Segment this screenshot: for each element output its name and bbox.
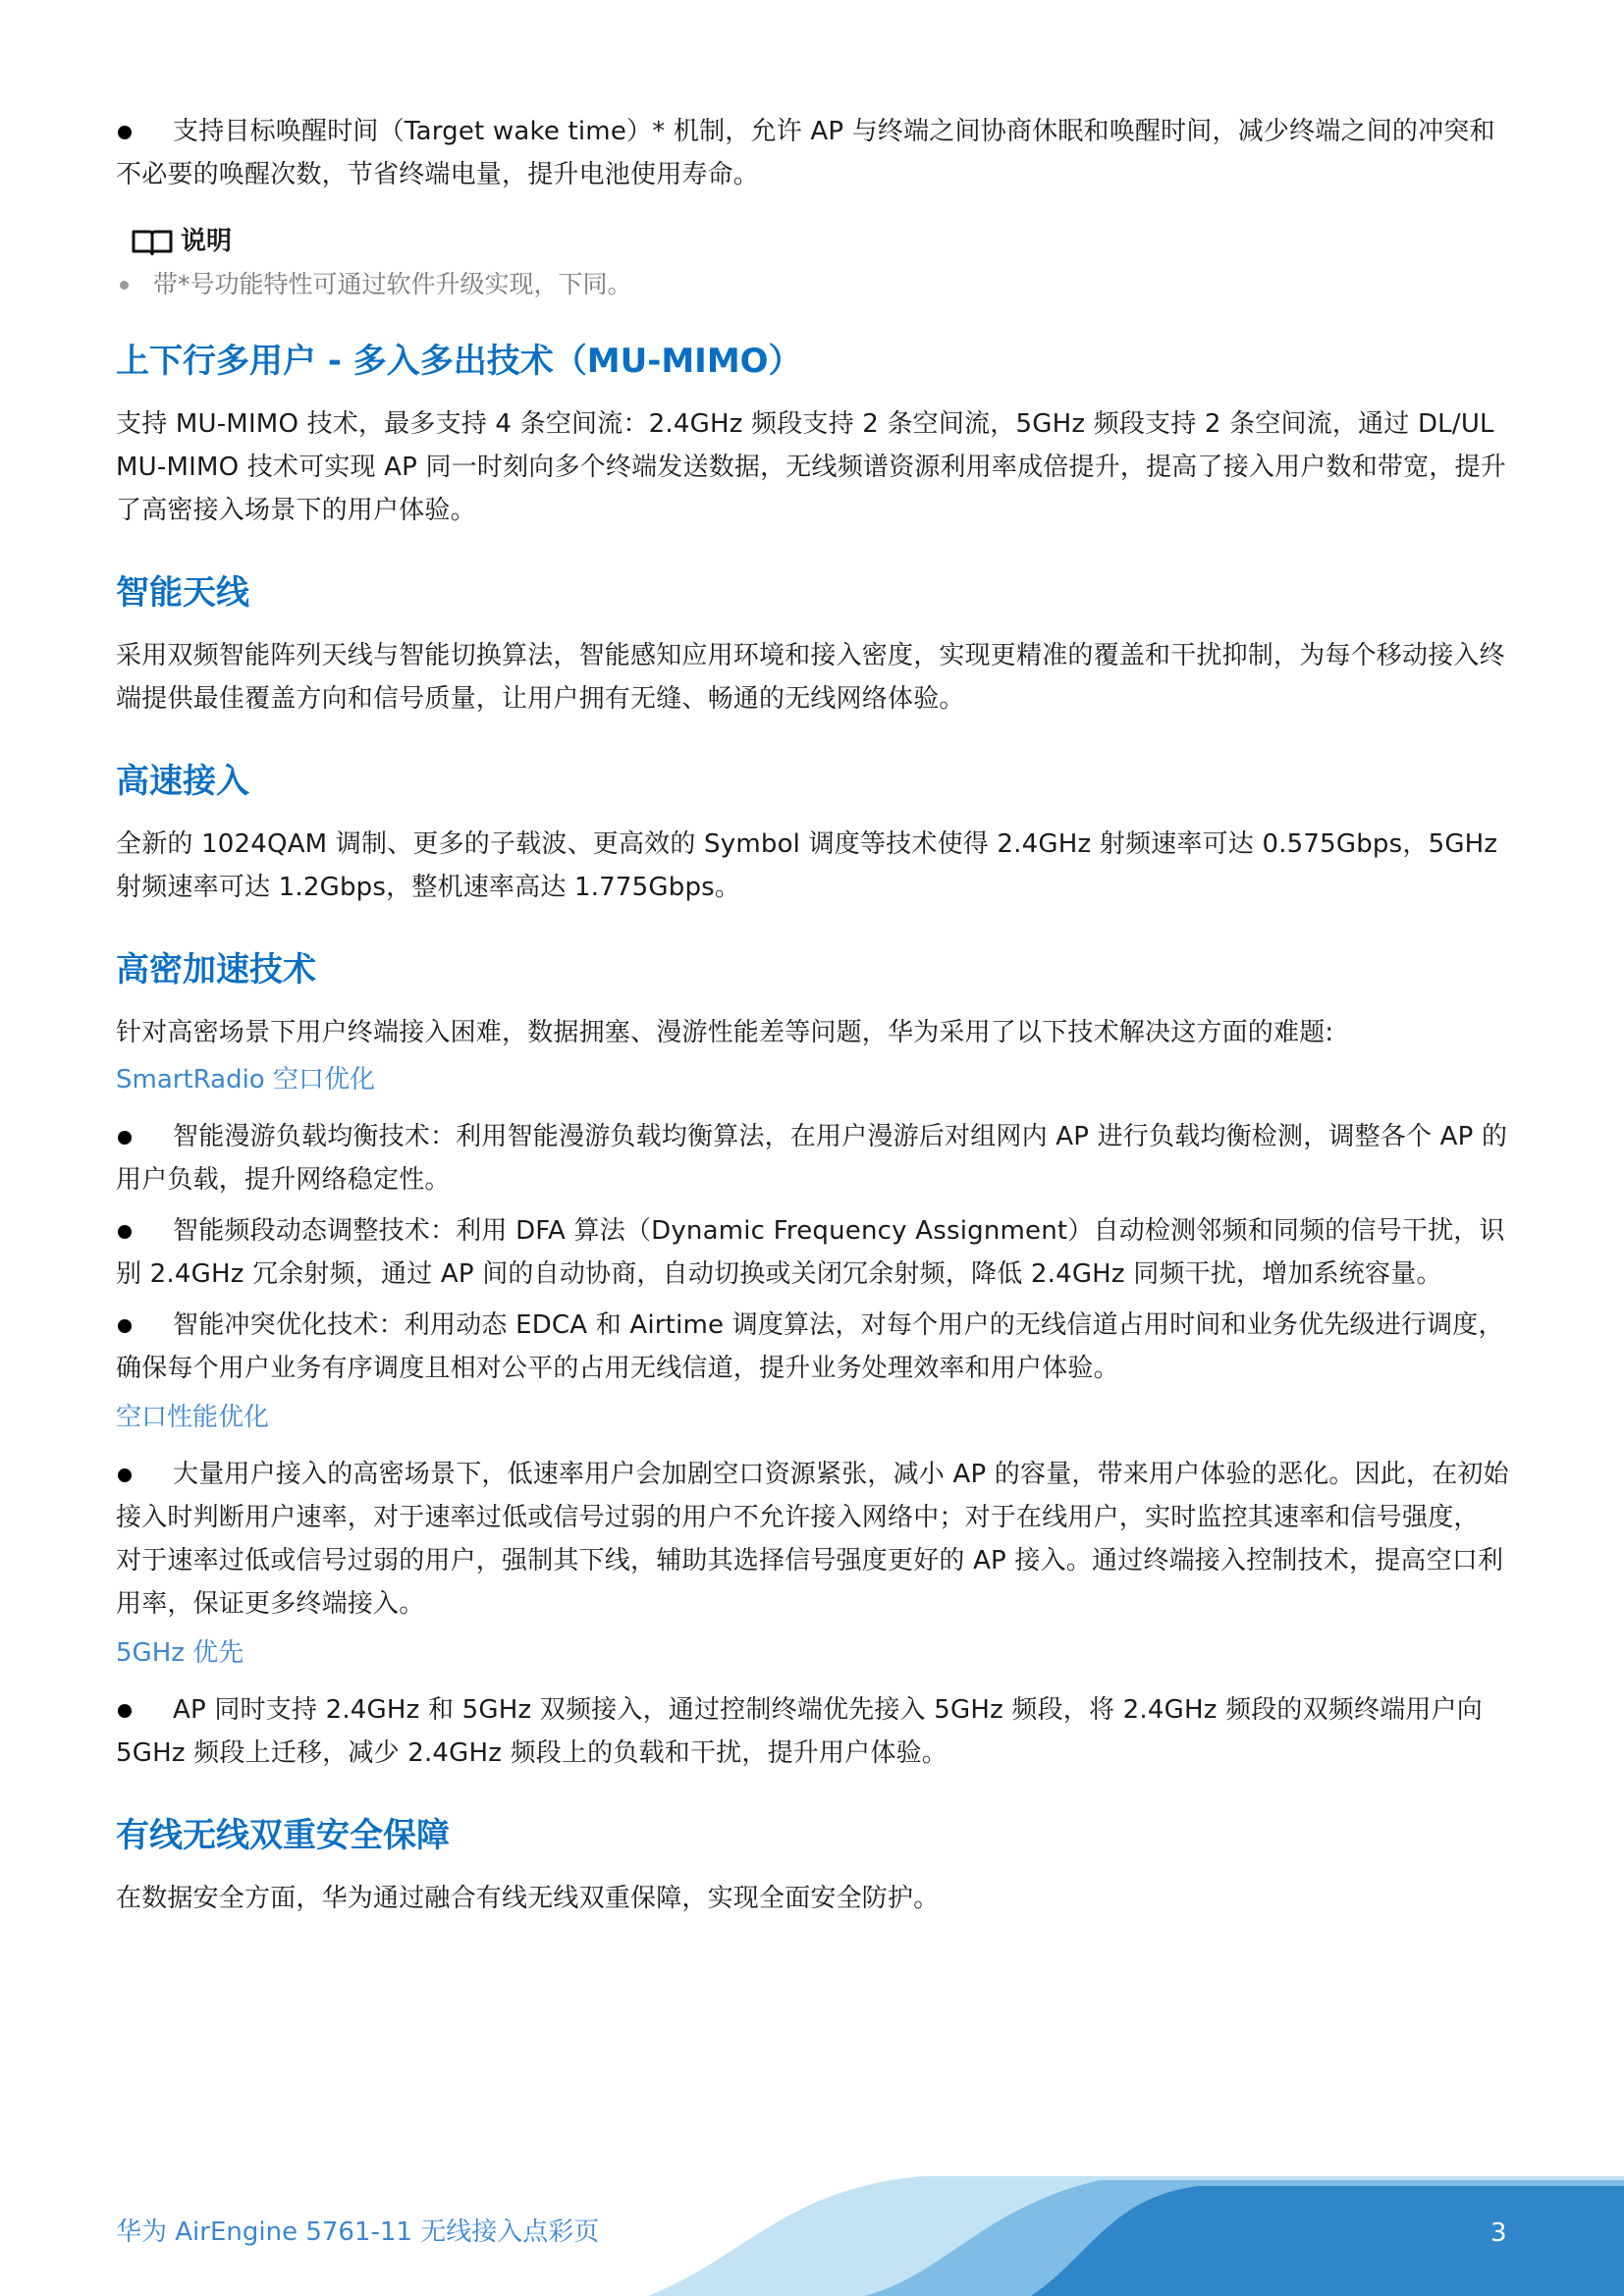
bullet-text: 智能频段动态调整技术：利用 DFA 算法（Dynamic Frequency Assignment）自动检测邻频和同频的信号干扰，识别 2.4GHz 冗余射频，通过 AP 间的自动协商，自动切换或关闭冗余射频，降低 2.4GHz 同频干扰，增加系统容量。 (116, 1216, 1505, 1289)
page-content (116, 110, 1510, 1920)
section-heading-mumimo: 上下行多用户 - 多入多出技术（MU-MIMO） (116, 342, 802, 381)
section-heading-security: 有线无线双重安全保障 (116, 1816, 450, 1855)
section-body-speed: 全新的 1024QAM 调制、更多的子载波、更高效的 Symbol 调度等技术使得 2.4GHz 射频速率可达 0.575Gbps，5GHz 射频速率可达 1.2Gbps，整机速率高达 1.775Gbps。 (116, 829, 1498, 902)
section-heading-speed: 高速接入 (116, 762, 249, 801)
bullet-text: 智能冲突优化技术：利用动态 EDCA 和 Airtime 调度算法，对每个用户的无线信道占用时间和业务优先级进行调度，确保每个用户业务有序调度且相对公平的占用无线信道，提升业务处理效率和用户体验。 (116, 1310, 1504, 1383)
page-number: 3 (1490, 2218, 1507, 2248)
bullet-text: 智能漫游负载均衡技术：利用智能漫游负载均衡算法，在用户漫游后对组网内 AP 进行负载均衡检测，调整各个 AP 的用户负载，提升网络稳定性。 (116, 1122, 1508, 1195)
section-heading-density: 高密加速技术 (116, 950, 316, 989)
bullet-dot (118, 1468, 132, 1482)
bullet-text: 支持目标唤醒时间（Target wake time）* 机制，允许 AP 与终端之间协商休眠和唤醒时间，减少终端之间的冲突和不必要的唤醒次数，节省终端电量，提升电池使用寿命。 (116, 117, 1495, 189)
book-icon (132, 228, 173, 255)
footer-title: 华为 AirEngine 5761-11 无线接入点彩页 (116, 2217, 600, 2247)
note-title (116, 222, 1510, 261)
bullet-dot (118, 126, 132, 139)
section-heading-antenna: 智能天线 (116, 573, 249, 613)
bullet-text: AP 同时支持 2.4GHz 和 5GHz 双频接入，通过控制终端优先接入 5GHz 频段，将 2.4GHz 频段的双频终端用户向 5GHz 频段上迁移，减少 2.4GHz 频段上的负载和干扰，提升用户体验。 (116, 1695, 1484, 1768)
note-bullet-dot (120, 281, 129, 290)
bullet-dot (118, 1319, 132, 1333)
bullet-item (116, 1209, 1510, 1296)
bullet-text: 大量用户接入的高密场景下，低速率用户会加剧空口资源紧张，减小 AP 的容量，带来用户体验的恶化。因此，在初始接入时判断用户速率，对于速率过低或信号过弱的用户不允许接入网络中；对于在线用户，实时监控其速率和信号强度， 对于速率过低或信号过弱的用户，强制其下线，辅助其选择信号强度更好的 AP 接入。通过终端接入控制技术，提高空口利用率，保证更多终端接入。 (116, 1460, 1509, 1619)
bullet-item (116, 1115, 1510, 1201)
section-body-security: 在数据安全方面，华为通过融合有线无线双重保障，实现全面安全防护。 (116, 1884, 940, 1913)
bullet-item (116, 1304, 1510, 1390)
bullet-dot (118, 1704, 132, 1718)
section-body-mumimo: 支持 MU-MIMO 技术，最多支持 4 条空间流：2.4GHz 频段支持 2 条空间流，5GHz 频段支持 2 条空间流，通过 DL/UL MU-MIMO 技术可实现 AP 同一时刻向多个终端发送数据，无线频谱资源利用率成倍提升，提高了接入用户数和带宽，提升了高密接入场景下的用户体验。 (116, 409, 1506, 525)
subheading-airperf: 空口性能优化 (116, 1403, 270, 1432)
bullet-item (116, 1453, 1510, 1626)
note-item (116, 265, 1510, 304)
bullet-item (116, 1688, 1510, 1775)
section-body-antenna: 采用双频智能阵列天线与智能切换算法，智能感知应用环境和接入密度，实现更精准的覆盖和干扰抑制，为每个移动接入终端提供最佳覆盖方向和信号质量，让用户拥有无缝、畅通的无线网络体验。 (116, 641, 1505, 714)
section-intro-density: 针对高密场景下用户终端接入困难，数据拥塞、漫游性能差等问题，华为采用了以下技术解决这方面的难题: (116, 1018, 1334, 1047)
subheading-smartradio: SmartRadio 空口优化 (116, 1065, 375, 1095)
bullet-item (116, 110, 1510, 196)
note-item-text: 带*号功能特性可通过软件升级实现，下同。 (153, 270, 632, 298)
subheading-5ghz: 5GHz 优先 (116, 1638, 244, 1668)
bullet-dot (118, 1225, 132, 1239)
bullet-dot (118, 1131, 132, 1145)
note-title-text: 说明 (181, 227, 233, 256)
